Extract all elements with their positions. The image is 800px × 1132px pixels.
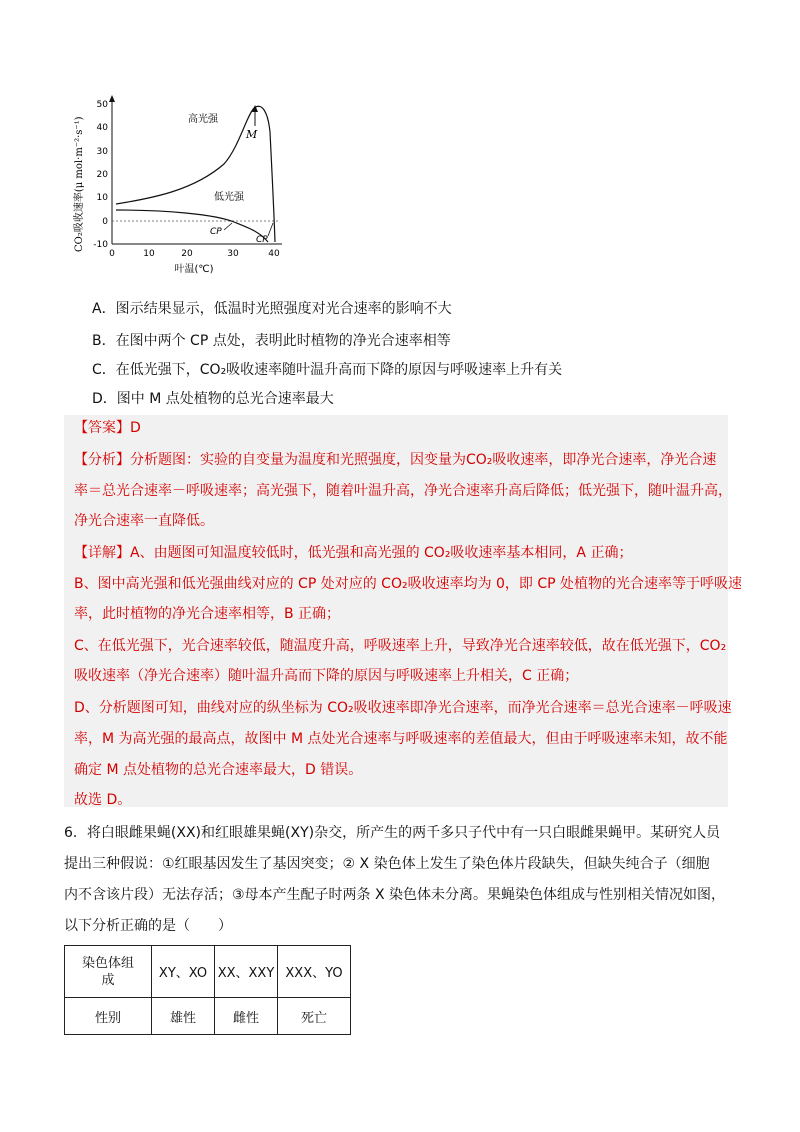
cp-label-high: CP [256, 235, 268, 245]
cp-label-low: CP [210, 227, 222, 237]
table-cell: XY、XO [152, 946, 215, 998]
question-line: 以下分析正确的是（ ） [64, 918, 232, 934]
table-cell: 雄性 [152, 998, 215, 1035]
option-d: D．图中 M 点处植物的总光合速率最大 [92, 391, 334, 407]
answer-box [64, 415, 743, 808]
high-light-label: 高光强 [188, 114, 218, 125]
answer-line: C、在低光强下，光合速率较低，随温度升高，呼吸速率上升，导致净光合速率较低，故在低光强下，CO₂ [74, 638, 727, 654]
cp-arrow-high [268, 223, 273, 236]
answer-line: 【答案】D [74, 420, 141, 436]
option-a: A．图示结果显示，低温时光照强度对光合速率的影响不大 [92, 301, 452, 317]
question-line: 提出三种假说：①红眼基因发生了基因突变；② X 染色体上发生了染色体片段缺失，但缺失纯合子（细胞 [64, 856, 710, 872]
answer-line: 率＝总光合速率－呼吸速率；高光强下，随着叶温升高，净光合速率升高后降低；低光强下，随叶温升高， [74, 483, 732, 499]
y-axis-arrow [109, 95, 115, 102]
table-cell: 性别 [65, 998, 152, 1035]
co2-rate-figure [64, 92, 304, 277]
y-tick: 50 [96, 100, 108, 110]
x-tick: 0 [109, 249, 115, 259]
option-b: B．在图中两个 CP 点处，表明此时植物的净光合速率相等 [92, 333, 451, 349]
y-ticks [93, 100, 108, 250]
table-cell: 死亡 [278, 998, 351, 1035]
x-tick: 30 [227, 249, 239, 259]
table-header-part: 成 [101, 972, 115, 988]
answer-line: D、分析题图可知，曲线对应的纵坐标为 CO₂吸收速率即净光合速率，而净光合速率＝总光合速率－呼吸速 [74, 700, 732, 716]
answer-line: 确定 M 点处植物的总光合速率最大，D 错误。 [74, 762, 363, 778]
table-cell: 雌性 [215, 998, 278, 1035]
answer-line: B、图中高光强和低光强曲线对应的 CP 处对应的 CO₂吸收速率均为 0，即 CP 处植物的光合速率等于呼吸速 [74, 576, 743, 592]
answer-line: 【详解】A、由题图可知温度较低时，低光强和高光强的 CO₂吸收速率基本相同，A 正确； [74, 545, 633, 561]
y-tick: 40 [96, 123, 108, 133]
answer-line: 净光合速率一直降低。 [74, 513, 214, 529]
table-row [65, 946, 351, 998]
table-cell: XX、XXY [215, 946, 278, 998]
low-light-label: 低光强 [214, 192, 244, 203]
answer-line: 故选 D。 [74, 792, 132, 808]
low-light-curve [116, 210, 268, 242]
m-label: M [246, 128, 258, 141]
answer-line: 【分析】分析题图：实验的自变量为温度和光照强度，因变量为CO₂吸收速率，即净光合速率，净光合速 [74, 452, 717, 468]
table-header-part: 染色体组 [81, 955, 134, 971]
y-tick: 0 [102, 217, 108, 227]
answer-line: 吸收速率（净光合速率）随叶温升高而下降的原因与呼吸速率上升相关，C 正确； [74, 668, 579, 684]
question-line: 内不含该片段）无法存活；③母本产生配子时两条 X 染色体未分离。果蝇染色体组成与性别相关情况如图， [64, 887, 726, 903]
question-line: 6．将白眼雌果蝇(XX)和红眼雄果蝇(XY)杂交，所产生的两千多只子代中有一只白眼雌果蝇甲。某研究人员 [64, 825, 721, 841]
answer-line: 率，M 为高光强的最高点，故图中 M 点处光合速率与呼吸速率的差值最大，但由于呼吸速率未知，故不能 [74, 731, 728, 747]
y-tick: 20 [96, 170, 108, 180]
option-c: C．在低光强下，CO₂吸收速率随叶温升高而下降的原因与呼吸速率上升有关 [92, 362, 563, 378]
table-cell [65, 946, 152, 998]
chromosome-table [64, 945, 351, 1035]
table-cell: XXX、YO [278, 946, 351, 998]
x-axis-label: 叶温(℃) [174, 264, 214, 275]
y-tick: -10 [93, 240, 108, 250]
x-ticks [109, 249, 280, 259]
x-tick: 20 [181, 249, 193, 259]
cp-arrow-low [224, 223, 232, 230]
x-tick: 10 [143, 249, 155, 259]
answer-line: 率，此时植物的净光合速率相等，B 正确； [74, 606, 341, 622]
high-light-curve [116, 106, 275, 242]
x-tick: 40 [268, 249, 280, 259]
y-tick: 30 [96, 147, 108, 157]
y-axis-label: CO₂吸收速率(μ mol·m⁻²·s⁻¹) [74, 116, 85, 252]
table-row [65, 998, 351, 1035]
y-tick: 10 [96, 193, 108, 203]
